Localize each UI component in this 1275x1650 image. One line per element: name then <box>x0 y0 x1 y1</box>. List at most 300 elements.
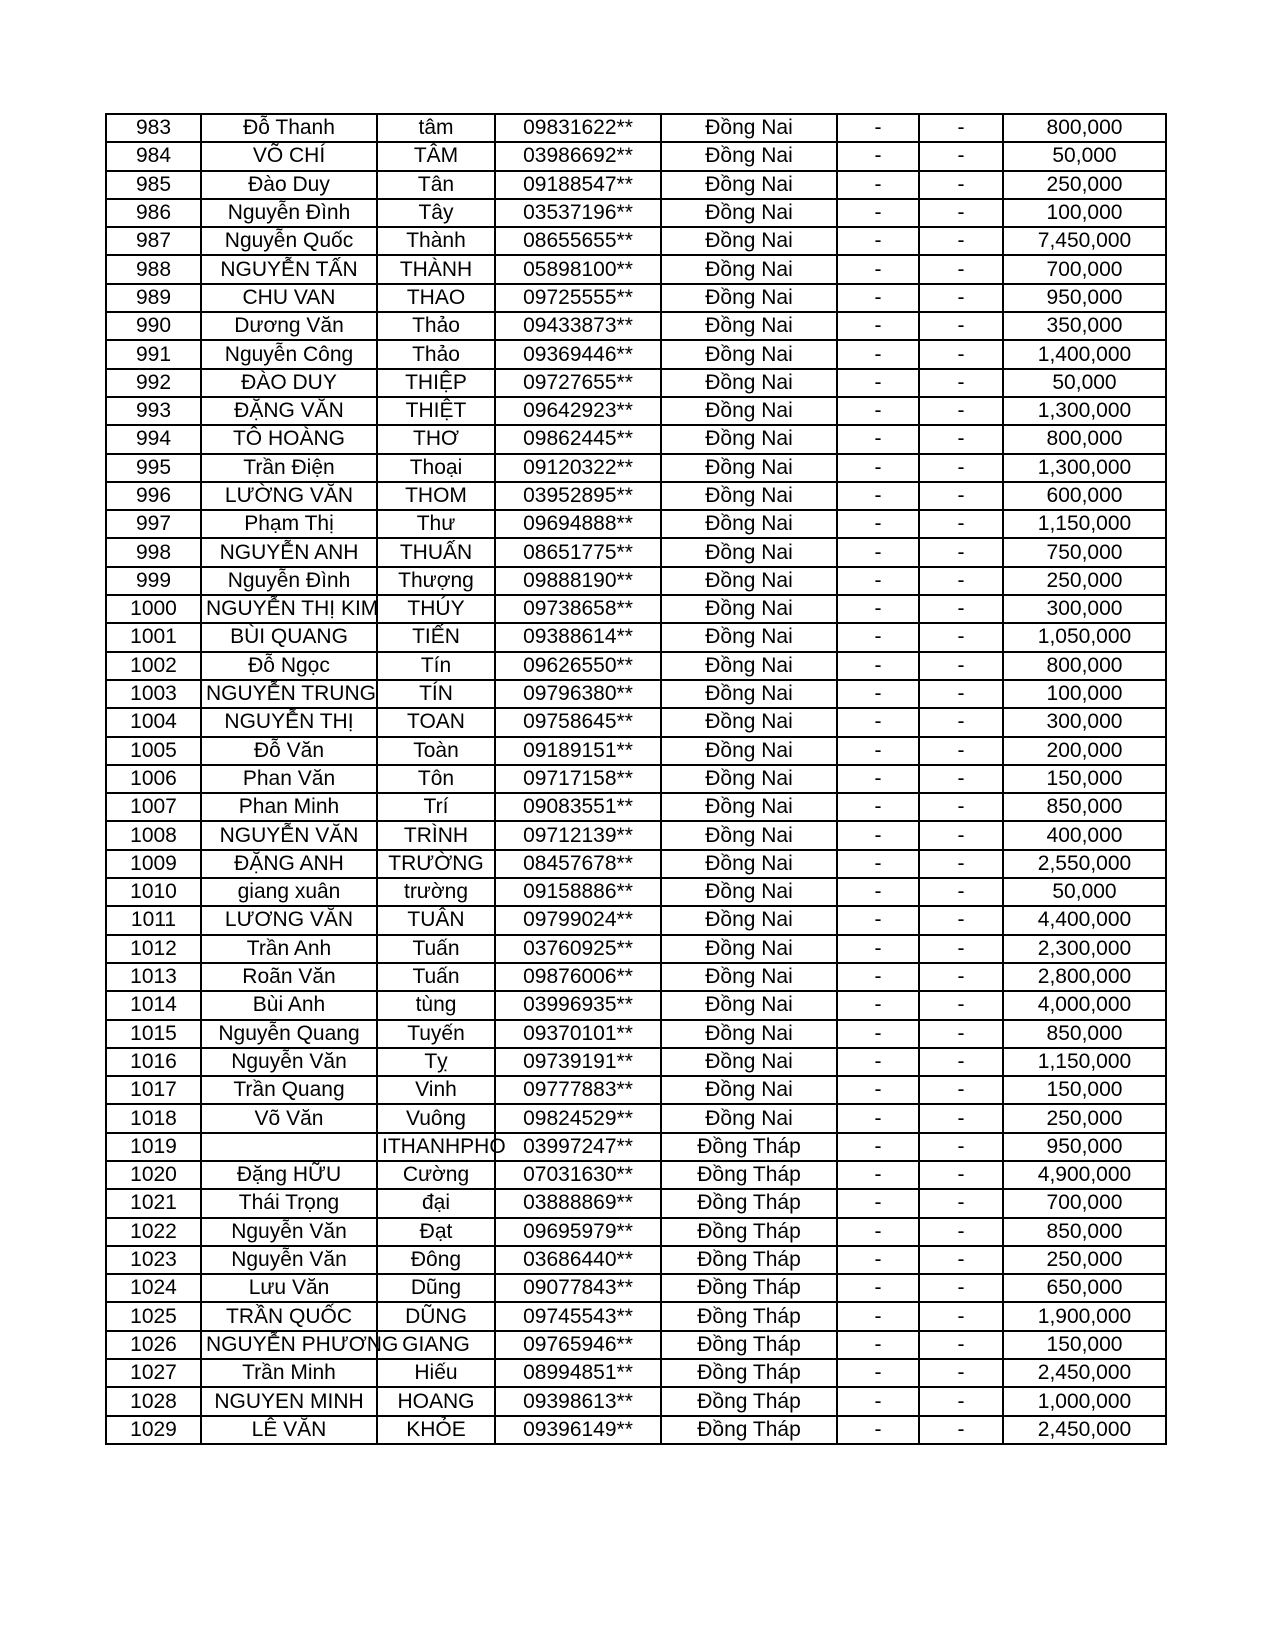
cell-phone: 08651775** <box>495 538 661 566</box>
cell-phone: 03760925** <box>495 935 661 963</box>
cell-last-name: Trần Quang <box>201 1076 377 1104</box>
cell-last-name: Võ Văn <box>201 1104 377 1132</box>
table-row <box>106 878 1166 906</box>
cell-last-name: LƯƠNG VĂN <box>201 906 377 934</box>
cell-number: 1003 <box>106 680 201 708</box>
table-row <box>106 425 1166 453</box>
cell-last-name: NGUYỄN THỊ <box>201 708 377 736</box>
cell-first-name: Tôn <box>377 765 495 793</box>
table-row <box>106 1218 1166 1246</box>
cell-amount: 4,400,000 <box>1003 906 1166 934</box>
cell-province: Đồng Nai <box>661 1020 837 1048</box>
cell-number: 1025 <box>106 1302 201 1330</box>
cell-phone: 09694888** <box>495 510 661 538</box>
cell-amount: 300,000 <box>1003 595 1166 623</box>
cell-province: Đồng Nai <box>661 623 837 651</box>
cell-dash-1: - <box>837 340 919 368</box>
cell-last-name: Trần Anh <box>201 935 377 963</box>
table-row <box>106 595 1166 623</box>
cell-province: Đồng Tháp <box>661 1387 837 1415</box>
cell-dash-1: - <box>837 1387 919 1415</box>
cell-number: 1002 <box>106 652 201 680</box>
cell-province: Đồng Nai <box>661 1048 837 1076</box>
cell-last-name: Trần Minh <box>201 1359 377 1387</box>
cell-amount: 2,450,000 <box>1003 1359 1166 1387</box>
cell-amount: 2,300,000 <box>1003 935 1166 963</box>
cell-number: 987 <box>106 227 201 255</box>
cell-phone: 09396149** <box>495 1416 661 1444</box>
table-row <box>106 284 1166 312</box>
cell-number: 993 <box>106 397 201 425</box>
cell-phone: 05898100** <box>495 255 661 283</box>
cell-province: Đồng Tháp <box>661 1246 837 1274</box>
cell-dash-2: - <box>919 906 1003 934</box>
cell-number: 1014 <box>106 991 201 1019</box>
cell-dash-1: - <box>837 114 919 142</box>
cell-first-name: Tuấn <box>377 935 495 963</box>
cell-last-name: TÔ HOÀNG <box>201 425 377 453</box>
cell-first-name: KHỎE <box>377 1416 495 1444</box>
cell-dash-2: - <box>919 510 1003 538</box>
cell-phone: 09799024** <box>495 906 661 934</box>
cell-dash-2: - <box>919 935 1003 963</box>
table-row <box>106 708 1166 736</box>
cell-province: Đồng Nai <box>661 397 837 425</box>
table-row <box>106 1387 1166 1415</box>
cell-number: 1027 <box>106 1359 201 1387</box>
cell-amount: 1,300,000 <box>1003 454 1166 482</box>
cell-dash-2: - <box>919 1274 1003 1302</box>
cell-amount: 1,150,000 <box>1003 1048 1166 1076</box>
cell-province: Đồng Nai <box>661 227 837 255</box>
cell-province: Đồng Nai <box>661 482 837 510</box>
table-row <box>106 737 1166 765</box>
cell-dash-2: - <box>919 171 1003 199</box>
cell-dash-1: - <box>837 1359 919 1387</box>
cell-province: Đồng Nai <box>661 340 837 368</box>
cell-amount: 1,400,000 <box>1003 340 1166 368</box>
cell-number: 988 <box>106 255 201 283</box>
cell-dash-2: - <box>919 652 1003 680</box>
cell-number: 1010 <box>106 878 201 906</box>
table-row <box>106 171 1166 199</box>
cell-amount: 100,000 <box>1003 199 1166 227</box>
cell-phone: 03952895** <box>495 482 661 510</box>
cell-amount: 300,000 <box>1003 708 1166 736</box>
cell-number: 1018 <box>106 1104 201 1132</box>
cell-phone: 09739191** <box>495 1048 661 1076</box>
cell-dash-1: - <box>837 935 919 963</box>
cell-number: 983 <box>106 114 201 142</box>
cell-phone: 09727655** <box>495 369 661 397</box>
cell-amount: 950,000 <box>1003 284 1166 312</box>
cell-amount: 7,450,000 <box>1003 227 1166 255</box>
cell-dash-1: - <box>837 482 919 510</box>
table-body <box>106 114 1166 1444</box>
cell-province: Đồng Nai <box>661 708 837 736</box>
cell-province: Đồng Nai <box>661 963 837 991</box>
table-row <box>106 1104 1166 1132</box>
cell-last-name: NGUYỄN PHƯƠNG <box>201 1331 377 1359</box>
cell-province: Đồng Nai <box>661 255 837 283</box>
cell-phone: 09777883** <box>495 1076 661 1104</box>
cell-dash-1: - <box>837 1020 919 1048</box>
cell-amount: 150,000 <box>1003 1331 1166 1359</box>
cell-first-name: Thành <box>377 227 495 255</box>
cell-dash-2: - <box>919 340 1003 368</box>
cell-dash-2: - <box>919 1020 1003 1048</box>
cell-amount: 1,000,000 <box>1003 1387 1166 1415</box>
cell-dash-2: - <box>919 708 1003 736</box>
cell-phone: 03997247** <box>495 1133 661 1161</box>
cell-phone: 03686440** <box>495 1246 661 1274</box>
table-row <box>106 906 1166 934</box>
cell-dash-1: - <box>837 255 919 283</box>
cell-dash-1: - <box>837 1274 919 1302</box>
cell-phone: 09824529** <box>495 1104 661 1132</box>
cell-first-name: GIANG <box>377 1331 495 1359</box>
cell-first-name: Trí <box>377 793 495 821</box>
cell-number: 1016 <box>106 1048 201 1076</box>
cell-dash-1: - <box>837 510 919 538</box>
cell-province: Đồng Nai <box>661 1076 837 1104</box>
cell-last-name: Đỗ Văn <box>201 737 377 765</box>
cell-amount: 50,000 <box>1003 369 1166 397</box>
cell-phone: 09369446** <box>495 340 661 368</box>
table-row <box>106 935 1166 963</box>
cell-phone: 09876006** <box>495 963 661 991</box>
cell-dash-1: - <box>837 1104 919 1132</box>
cell-province: Đồng Nai <box>661 850 837 878</box>
cell-last-name: NGUYỄN TRUNG <box>201 680 377 708</box>
cell-number: 992 <box>106 369 201 397</box>
cell-phone: 09738658** <box>495 595 661 623</box>
cell-last-name: Nguyễn Văn <box>201 1048 377 1076</box>
cell-dash-1: - <box>837 765 919 793</box>
cell-phone: 08655655** <box>495 227 661 255</box>
cell-last-name: VÕ CHÍ <box>201 142 377 170</box>
table-row <box>106 1020 1166 1048</box>
cell-phone: 09189151** <box>495 737 661 765</box>
cell-amount: 1,150,000 <box>1003 510 1166 538</box>
cell-number: 1019 <box>106 1133 201 1161</box>
table-row <box>106 1048 1166 1076</box>
cell-dash-1: - <box>837 369 919 397</box>
cell-amount: 800,000 <box>1003 114 1166 142</box>
table-row <box>106 1331 1166 1359</box>
cell-province: Đồng Nai <box>661 765 837 793</box>
cell-phone: 09388614** <box>495 623 661 651</box>
cell-province: Đồng Nai <box>661 935 837 963</box>
cell-province: Đồng Nai <box>661 284 837 312</box>
cell-last-name: Nguyễn Công <box>201 340 377 368</box>
cell-number: 1007 <box>106 793 201 821</box>
table-row <box>106 1133 1166 1161</box>
cell-dash-2: - <box>919 114 1003 142</box>
cell-dash-1: - <box>837 142 919 170</box>
cell-last-name: ĐÀO DUY <box>201 369 377 397</box>
cell-first-name: Thượng <box>377 567 495 595</box>
cell-dash-2: - <box>919 1416 1003 1444</box>
table-row <box>106 255 1166 283</box>
cell-first-name: Thư <box>377 510 495 538</box>
cell-phone: 09725555** <box>495 284 661 312</box>
cell-last-name: LƯỜNG VĂN <box>201 482 377 510</box>
cell-number: 991 <box>106 340 201 368</box>
cell-province: Đồng Nai <box>661 369 837 397</box>
cell-number: 1020 <box>106 1161 201 1189</box>
cell-province: Đồng Nai <box>661 199 837 227</box>
cell-dash-2: - <box>919 1246 1003 1274</box>
cell-dash-2: - <box>919 793 1003 821</box>
cell-province: Đồng Nai <box>661 171 837 199</box>
cell-first-name: Thảo <box>377 340 495 368</box>
cell-dash-1: - <box>837 1048 919 1076</box>
cell-dash-2: - <box>919 963 1003 991</box>
table-row <box>106 142 1166 170</box>
cell-last-name: Nguyễn Quang <box>201 1020 377 1048</box>
cell-number: 1017 <box>106 1076 201 1104</box>
table-row <box>106 114 1166 142</box>
cell-dash-2: - <box>919 312 1003 340</box>
cell-phone: 09083551** <box>495 793 661 821</box>
cell-dash-1: - <box>837 1302 919 1330</box>
cell-number: 996 <box>106 482 201 510</box>
cell-last-name: Nguyễn Đình <box>201 567 377 595</box>
table-row <box>106 652 1166 680</box>
cell-first-name: THƠ <box>377 425 495 453</box>
cell-dash-1: - <box>837 199 919 227</box>
table-row <box>106 1302 1166 1330</box>
cell-first-name: TÍN <box>377 680 495 708</box>
cell-phone: 03888869** <box>495 1189 661 1217</box>
table-row <box>106 765 1166 793</box>
cell-amount: 400,000 <box>1003 821 1166 849</box>
cell-dash-1: - <box>837 793 919 821</box>
cell-number: 1026 <box>106 1331 201 1359</box>
table-row <box>106 567 1166 595</box>
cell-province: Đồng Nai <box>661 538 837 566</box>
cell-dash-1: - <box>837 312 919 340</box>
cell-dash-2: - <box>919 454 1003 482</box>
cell-first-name: Thảo <box>377 312 495 340</box>
cell-phone: 09188547** <box>495 171 661 199</box>
cell-phone: 03986692** <box>495 142 661 170</box>
cell-dash-1: - <box>837 171 919 199</box>
cell-dash-1: - <box>837 1331 919 1359</box>
cell-dash-2: - <box>919 1133 1003 1161</box>
cell-dash-2: - <box>919 1104 1003 1132</box>
cell-last-name: LÊ VĂN <box>201 1416 377 1444</box>
cell-dash-2: - <box>919 255 1003 283</box>
table-row <box>106 538 1166 566</box>
cell-dash-1: - <box>837 737 919 765</box>
cell-amount: 950,000 <box>1003 1133 1166 1161</box>
cell-first-name: Vinh <box>377 1076 495 1104</box>
cell-province: Đồng Nai <box>661 878 837 906</box>
cell-province: Đồng Nai <box>661 567 837 595</box>
cell-phone: 09745543** <box>495 1302 661 1330</box>
table-row <box>106 1246 1166 1274</box>
cell-phone: 03996935** <box>495 991 661 1019</box>
table-row <box>106 963 1166 991</box>
table-row <box>106 1274 1166 1302</box>
cell-dash-2: - <box>919 369 1003 397</box>
cell-number: 1015 <box>106 1020 201 1048</box>
cell-first-name: THIỆT <box>377 397 495 425</box>
cell-last-name: Đỗ Ngọc <box>201 652 377 680</box>
cell-first-name: HOANG <box>377 1387 495 1415</box>
cell-amount: 350,000 <box>1003 312 1166 340</box>
cell-dash-1: - <box>837 1218 919 1246</box>
cell-dash-1: - <box>837 284 919 312</box>
table-row <box>106 1416 1166 1444</box>
cell-province: Đồng Nai <box>661 425 837 453</box>
cell-last-name: NGUYỄN ANH <box>201 538 377 566</box>
cell-number: 1001 <box>106 623 201 651</box>
cell-amount: 4,000,000 <box>1003 991 1166 1019</box>
cell-last-name: ĐẶNG ANH <box>201 850 377 878</box>
cell-last-name: BÙI QUANG <box>201 623 377 651</box>
table-row <box>106 821 1166 849</box>
cell-amount: 2,550,000 <box>1003 850 1166 878</box>
cell-last-name: Roãn Văn <box>201 963 377 991</box>
table-row <box>106 510 1166 538</box>
cell-phone: 09398613** <box>495 1387 661 1415</box>
cell-first-name: THUẤN <box>377 538 495 566</box>
cell-amount: 150,000 <box>1003 765 1166 793</box>
cell-province: Đồng Nai <box>661 454 837 482</box>
cell-province: Đồng Nai <box>661 142 837 170</box>
table-row <box>106 991 1166 1019</box>
cell-dash-2: - <box>919 1189 1003 1217</box>
cell-first-name: Toàn <box>377 737 495 765</box>
table-row <box>106 227 1166 255</box>
cell-dash-1: - <box>837 906 919 934</box>
table-row <box>106 369 1166 397</box>
cell-province: Đồng Nai <box>661 906 837 934</box>
cell-dash-1: - <box>837 425 919 453</box>
cell-first-name: TÂM <box>377 142 495 170</box>
cell-last-name: Thái Trọng <box>201 1189 377 1217</box>
cell-first-name: TUÂN <box>377 906 495 934</box>
cell-first-name: Dũng <box>377 1274 495 1302</box>
cell-first-name: Tín <box>377 652 495 680</box>
cell-dash-2: - <box>919 227 1003 255</box>
cell-last-name: TRẦN QUỐC <box>201 1302 377 1330</box>
table-row <box>106 199 1166 227</box>
cell-amount: 750,000 <box>1003 538 1166 566</box>
cell-amount: 850,000 <box>1003 1218 1166 1246</box>
cell-number: 998 <box>106 538 201 566</box>
cell-phone: 03537196** <box>495 199 661 227</box>
cell-province: Đồng Nai <box>661 991 837 1019</box>
cell-dash-2: - <box>919 1387 1003 1415</box>
table-row <box>106 1189 1166 1217</box>
cell-amount: 1,300,000 <box>1003 397 1166 425</box>
cell-phone: 08994851** <box>495 1359 661 1387</box>
cell-first-name: Tây <box>377 199 495 227</box>
cell-dash-1: - <box>837 1133 919 1161</box>
cell-province: Đồng Tháp <box>661 1161 837 1189</box>
cell-phone: 09626550** <box>495 652 661 680</box>
cell-province: Đồng Tháp <box>661 1218 837 1246</box>
cell-dash-1: - <box>837 850 919 878</box>
cell-dash-2: - <box>919 765 1003 793</box>
cell-phone: 09831622** <box>495 114 661 142</box>
cell-first-name: Vuông <box>377 1104 495 1132</box>
table-row <box>106 340 1166 368</box>
cell-dash-1: - <box>837 1076 919 1104</box>
cell-province: Đồng Tháp <box>661 1331 837 1359</box>
cell-province: Đồng Tháp <box>661 1189 837 1217</box>
cell-number: 1028 <box>106 1387 201 1415</box>
cell-amount: 200,000 <box>1003 737 1166 765</box>
cell-phone: 09717158** <box>495 765 661 793</box>
cell-dash-1: - <box>837 1161 919 1189</box>
cell-dash-1: - <box>837 397 919 425</box>
cell-dash-1: - <box>837 708 919 736</box>
cell-amount: 100,000 <box>1003 680 1166 708</box>
cell-amount: 1,900,000 <box>1003 1302 1166 1330</box>
cell-dash-2: - <box>919 821 1003 849</box>
cell-dash-1: - <box>837 1416 919 1444</box>
cell-dash-2: - <box>919 1076 1003 1104</box>
cell-amount: 4,900,000 <box>1003 1161 1166 1189</box>
cell-last-name: giang xuân <box>201 878 377 906</box>
cell-last-name: Nguyễn Quốc <box>201 227 377 255</box>
cell-dash-1: - <box>837 878 919 906</box>
cell-dash-2: - <box>919 680 1003 708</box>
cell-province: Đồng Nai <box>661 1104 837 1132</box>
cell-dash-1: - <box>837 567 919 595</box>
cell-phone: 09695979** <box>495 1218 661 1246</box>
cell-dash-2: - <box>919 623 1003 651</box>
cell-number: 1000 <box>106 595 201 623</box>
cell-number: 1022 <box>106 1218 201 1246</box>
cell-number: 984 <box>106 142 201 170</box>
table-row <box>106 793 1166 821</box>
cell-last-name: NGUYEN MINH <box>201 1387 377 1415</box>
cell-last-name: NGUYỄN TẤN <box>201 255 377 283</box>
cell-phone: 07031630** <box>495 1161 661 1189</box>
table-row <box>106 312 1166 340</box>
cell-first-name: ITHANHPHO <box>377 1133 495 1161</box>
cell-dash-2: - <box>919 595 1003 623</box>
cell-amount: 800,000 <box>1003 425 1166 453</box>
cell-dash-1: - <box>837 652 919 680</box>
cell-number: 990 <box>106 312 201 340</box>
cell-last-name: NGUYỄN VĂN <box>201 821 377 849</box>
cell-province: Đồng Tháp <box>661 1133 837 1161</box>
cell-number: 1012 <box>106 935 201 963</box>
cell-number: 989 <box>106 284 201 312</box>
cell-number: 999 <box>106 567 201 595</box>
cell-number: 1023 <box>106 1246 201 1274</box>
cell-last-name: Phan Văn <box>201 765 377 793</box>
cell-phone: 09765946** <box>495 1331 661 1359</box>
cell-phone: 09758645** <box>495 708 661 736</box>
cell-province: Đồng Nai <box>661 652 837 680</box>
cell-number: 994 <box>106 425 201 453</box>
cell-first-name: THÚY <box>377 595 495 623</box>
cell-first-name: Thoại <box>377 454 495 482</box>
cell-dash-1: - <box>837 454 919 482</box>
cell-phone: 09642923** <box>495 397 661 425</box>
cell-province: Đồng Tháp <box>661 1416 837 1444</box>
cell-amount: 650,000 <box>1003 1274 1166 1302</box>
cell-first-name: THIỆP <box>377 369 495 397</box>
